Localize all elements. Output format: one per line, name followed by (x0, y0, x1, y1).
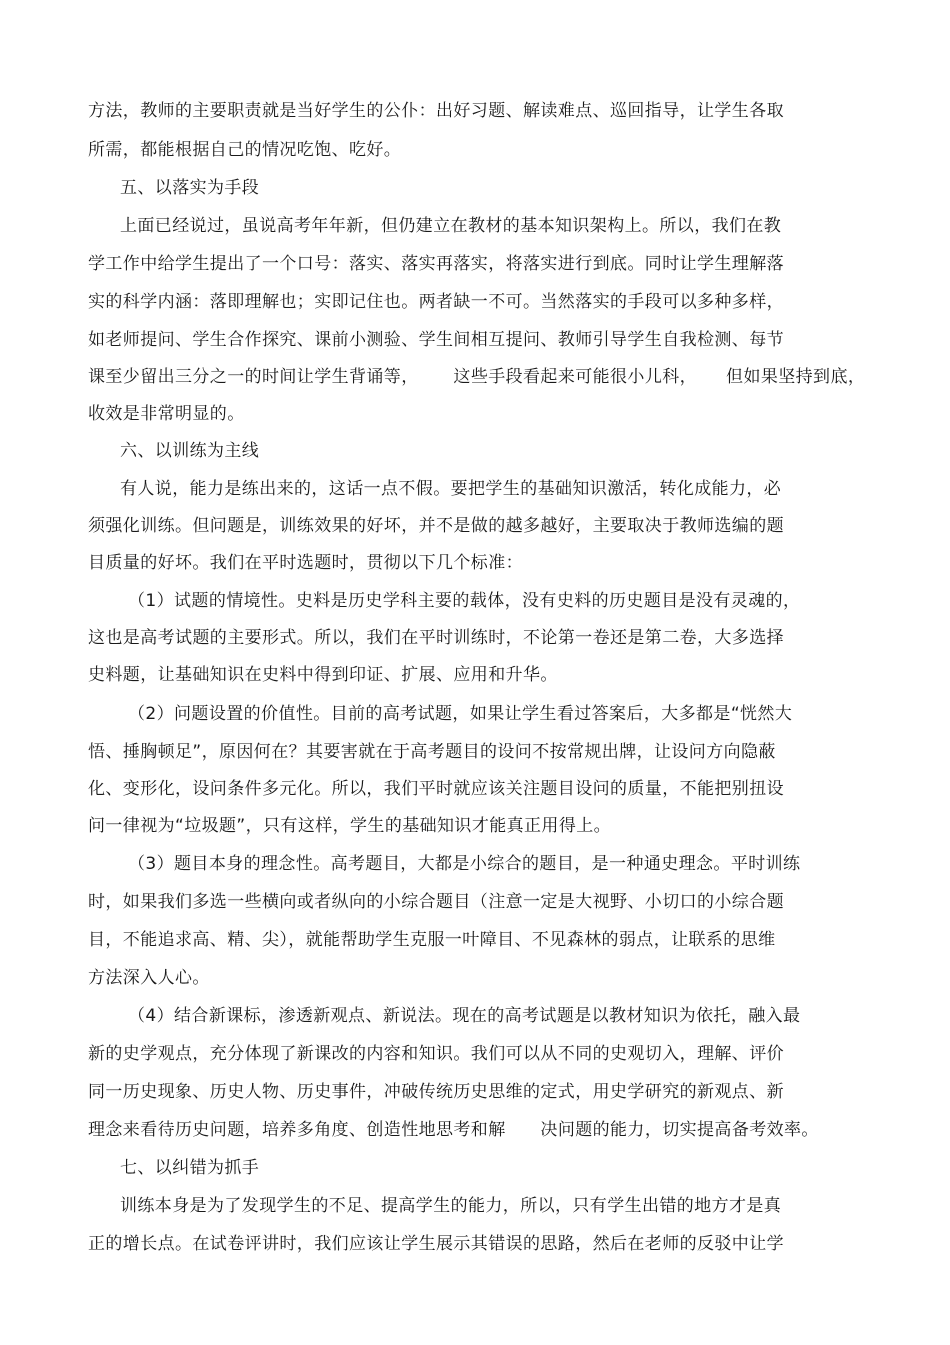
text-line: 问一律视为“垃圾题”，只有这样，学生的基础知识才能真正用得上。 (88, 816, 612, 836)
text-line: 理念来看待历史问题，培养多角度、创造性地思考和解 决问题的能力，切实提高备考效率。 (88, 1120, 819, 1140)
text-line: 化、变形化，设问条件多元化。所以，我们平时就应该关注题目设问的质量，不能把别扭设 (88, 779, 784, 799)
text-line: （1）试题的情境性。史料是历史学科主要的载体，没有史料的历史题目是没有灵魂的， (128, 591, 801, 611)
section-heading: 六、以训练为主线 (120, 441, 260, 461)
text-line: 实的科学内涵：落即理解也；实即记住也。两者缺一不可。当然落实的手段可以多种多样， (88, 292, 784, 312)
text-line: 目，不能追求高、精、尖），就能帮助学生克服一叶障目、不见森林的弱点，让联系的思维 (88, 930, 776, 950)
text-line: 方法深入人心。 (88, 968, 210, 988)
text-line: 如老师提问、学生合作探究、课前小测验、学生间相互提问、教师引导学生自我检测、每节 (88, 330, 784, 350)
text-line: （2）问题设置的价值性。目前的高考试题，如果让学生看过答案后，大多都是“恍然大 (128, 704, 793, 724)
text-line: 上面已经说过，虽说高考年年新，但仍建立在教材的基本知识架构上。所以，我们在教 (120, 216, 782, 236)
text-line: 须强化训练。但问题是，训练效果的好坏，并不是做的越多越好，主要取决于教师选编的题 (88, 516, 784, 536)
text-line: 新的史学观点，充分体现了新课改的内容和知识。我们可以从不同的史观切入，理解、评价 (88, 1044, 784, 1064)
text-line: 正的增长点。在试卷评讲时，我们应该让学生展示其错误的思路，然后在老师的反驳中让学 (88, 1234, 784, 1254)
text-line: 训练本身是为了发现学生的不足、提高学生的能力，所以，只有学生出错的地方才是真 (120, 1196, 782, 1216)
text-line: （4）结合新课标，渗透新观点、新说法。现在的高考试题是以教材知识为依托，融入最 (128, 1006, 801, 1026)
text-line: 收效是非常明显的。 (88, 404, 245, 424)
text-line: 方法，教师的主要职责就是当好学生的公仆：出好习题、解读难点、巡回指导，让学生各取 (88, 101, 784, 121)
section-heading: 七、以纠错为抓手 (120, 1158, 260, 1178)
text-line: （3）题目本身的理念性。高考题目，大都是小综合的题目，是一种通史理念。平时训练 (128, 854, 801, 874)
text-line: 悟、捶胸顿足”，原因何在？其要害就在于高考题目的设问不按常规出牌，让设问方向隐蔽 (88, 742, 776, 762)
text-line: 这也是高考试题的主要形式。所以，我们在平时训练时，不论第一卷还是第二卷，大多选择 (88, 628, 784, 648)
text-line: 目质量的好坏。我们在平时选题时，贯彻以下几个标准： (88, 553, 523, 573)
text-line: 有人说，能力是练出来的，这话一点不假。要把学生的基础知识激活，转化成能力，必 (120, 479, 782, 499)
text-line: 课至少留出三分之一的时间让学生背诵等， 这些手段看起来可能很小儿科， 但如果坚持到底， (88, 367, 866, 387)
section-heading: 五、以落实为手段 (120, 178, 260, 198)
text-line: 时，如果我们多选一些横向或者纵向的小综合题目（注意一定是大视野、小切口的小综合题 (88, 892, 784, 912)
text-line: 史料题，让基础知识在史料中得到印证、扩展、应用和升华。 (88, 665, 558, 685)
text-line: 所需，都能根据自己的情况吃饱、吃好。 (88, 140, 402, 160)
text-line: 学工作中给学生提出了一个口号：落实、落实再落实，将落实进行到底。同时让学生理解落 (88, 254, 784, 274)
text-line: 同一历史现象、历史人物、历史事件，冲破传统历史思维的定式，用史学研究的新观点、新 (88, 1082, 784, 1102)
